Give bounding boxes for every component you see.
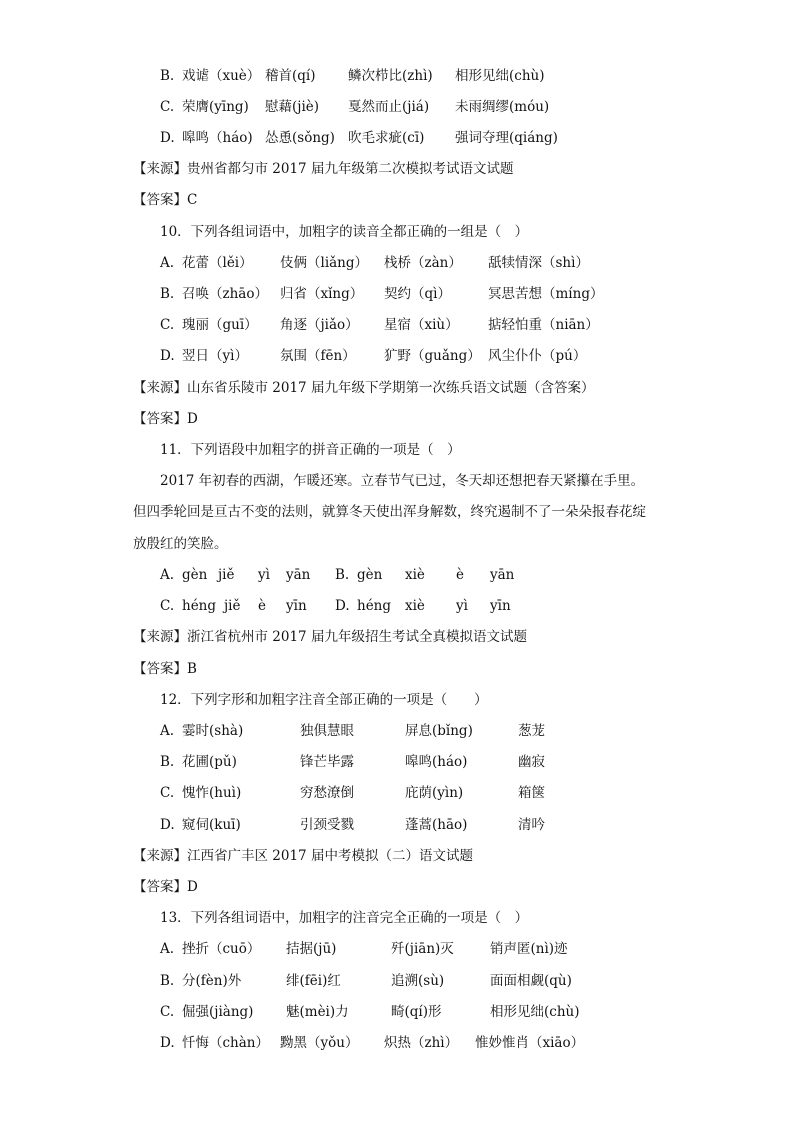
option-item: 惟妙惟肖（xiāo） (475, 1035, 585, 1051)
option-item: xiè (405, 598, 425, 614)
option-item: yì (456, 598, 468, 614)
option-item: 花蕾（lěi） (182, 255, 253, 271)
option-item: è (456, 567, 464, 583)
option-item: 伎俩（liǎng） (280, 255, 369, 271)
option-item: 栈桥（zàn） (384, 255, 462, 271)
q11-answer: 【答案】B (133, 661, 197, 677)
option-item: héng (357, 598, 392, 614)
option-label: A. (160, 941, 175, 957)
option-label: B. (160, 973, 175, 989)
option-item: 挫折（cuō） (182, 941, 261, 957)
option-item: héng (182, 598, 217, 614)
option-item: 掂轻怕重（niān） (488, 317, 599, 333)
option-item: yīn (490, 598, 511, 614)
option-label: D. (335, 598, 350, 614)
q9-answer: 【答案】C (133, 192, 198, 208)
option-item: 相形见绌(chù) (455, 68, 545, 84)
option-item: 锋芒毕露 (300, 754, 354, 770)
q10-option-a (160, 253, 760, 273)
option-item: gèn (182, 567, 208, 583)
q9-option-c (160, 97, 760, 117)
option-item: 蓬蒿(hāo) (405, 817, 468, 833)
option-label: B. (335, 567, 350, 583)
option-item: 怂恿(sǒng) (265, 130, 335, 146)
option-item: 销声匿(nì)迹 (490, 941, 568, 957)
option-item: 风尘仆仆（pú） (488, 348, 587, 364)
option-item: yīn (286, 598, 307, 614)
q10-option-b (160, 284, 760, 304)
option-item: 倔强(jiàng) (182, 1004, 254, 1020)
option-label: D. (160, 348, 175, 364)
q13-option-c (160, 1002, 760, 1022)
option-item: 戏谑（xuè） (182, 68, 261, 84)
option-item: 氛围（fēn） (280, 348, 356, 364)
option-item: 分(fèn)外 (182, 973, 242, 989)
option-item: 愧怍(huì) (182, 785, 242, 801)
option-item: 相形见绌(chù) (490, 1004, 580, 1020)
option-item: 慰藉(jiè) (265, 99, 320, 115)
option-item: 歼(jiān)灭 (391, 941, 454, 957)
option-item: 窥伺(kuī) (182, 817, 241, 833)
q11-options-ab (160, 565, 760, 585)
option-item: 瑰丽（guī） (182, 317, 258, 333)
option-item: 星宿（xiù） (384, 317, 459, 333)
option-item: 归省（xǐng） (280, 286, 364, 302)
q11-passage-line: 但四季轮回是亘古不变的法则，就算冬天使出浑身解数，终究遏制不了一朵朵报春花绽 (133, 504, 646, 520)
option-item: gèn (357, 567, 383, 583)
option-label: A. (160, 723, 175, 739)
option-item: jiě (224, 598, 241, 614)
option-item: 舐犊情深（shì） (488, 255, 589, 271)
q13-question: 13．下列各组词语中，加粗字的注音完全正确的一项是（ ） (160, 910, 529, 926)
option-item: 魅(mèi)力 (286, 1004, 349, 1020)
option-item: yān (286, 567, 311, 583)
option-label: C. (160, 785, 175, 801)
option-label: B. (160, 68, 175, 84)
option-item: 庇荫(yìn) (405, 785, 464, 801)
q13-option-b (160, 971, 760, 991)
q9-source: 【来源】贵州省都匀市 2017 届九年级第二次模拟考试语文试题 (133, 161, 514, 177)
option-item: è (258, 598, 266, 614)
option-item: 黝黑（yǒu） (280, 1035, 359, 1051)
q12-question: 12．下列字形和加粗字注音全部正确的一项是（ ） (160, 692, 488, 708)
q11-options-cd (160, 596, 760, 616)
q12-option-c (160, 783, 760, 803)
option-item: 吹毛求疵(cī) (348, 130, 425, 146)
option-item: 忏悔（chàn） (182, 1035, 269, 1051)
q12-option-b (160, 752, 760, 772)
option-label: D. (160, 817, 175, 833)
option-item: 鳞次栉比(zhì) (348, 68, 433, 84)
option-item: 箱箧 (518, 785, 545, 801)
option-item: 霎时(shà) (182, 723, 244, 739)
q12-option-d (160, 815, 760, 835)
q10-source: 【来源】山东省乐陵市 2017 届九年级下学期第一次练兵语文试题（含答案） (133, 380, 595, 396)
q12-answer: 【答案】D (133, 879, 198, 895)
option-item: 戛然而止(jiá) (348, 99, 430, 115)
option-item: 畸(qí)形 (391, 1004, 442, 1020)
option-item: xiè (405, 567, 425, 583)
option-item: 荣膺(yīng) (182, 99, 249, 115)
option-label: C. (160, 317, 175, 333)
q10-question: 10．下列各组词语中，加粗字的读音全都正确的一组是（ ） (160, 224, 529, 240)
option-item: 强词夺理(qiáng) (455, 130, 558, 146)
option-item: 召唤（zhāo） (182, 286, 268, 302)
option-label: C. (160, 1004, 175, 1020)
option-item: 未雨绸缪(móu) (455, 99, 550, 115)
option-item: yì (258, 567, 270, 583)
q13-option-a (160, 939, 760, 959)
option-item: yān (490, 567, 515, 583)
q12-option-a (160, 721, 760, 741)
q12-source: 【来源】江西省广丰区 2017 届中考模拟（二）语文试题 (133, 848, 473, 864)
option-item: 角逐（jiǎo） (280, 317, 359, 333)
option-item: 引颈受戮 (300, 817, 354, 833)
q11-passage-line: 放殷红的笑脸。 (133, 536, 228, 552)
option-item: 翌日（yì） (182, 348, 248, 364)
option-item: 炽热（zhì） (384, 1035, 459, 1051)
option-item: 契约（qì） (384, 286, 451, 302)
option-item: 嗥鸣(háo) (405, 754, 468, 770)
q10-option-c (160, 315, 760, 335)
q13-option-d (160, 1033, 760, 1053)
option-label: D. (160, 1035, 175, 1051)
option-item: 独俱慧眼 (300, 723, 354, 739)
q9-option-d (160, 128, 760, 148)
option-item: 清吟 (518, 817, 545, 833)
option-label: A. (160, 567, 175, 583)
option-label: C. (160, 598, 175, 614)
option-item: 绯(fēi)红 (286, 973, 341, 989)
q9-option-b (160, 66, 760, 86)
option-item: 屏息(bǐng) (405, 723, 473, 739)
q11-source: 【来源】浙江省杭州市 2017 届九年级招生考试全真模拟语文试题 (133, 629, 527, 645)
option-label: B. (160, 286, 175, 302)
option-item: 追溯(sù) (391, 973, 445, 989)
option-label: D. (160, 130, 175, 146)
option-item: 冥思苦想（míng） (488, 286, 604, 302)
option-label: B. (160, 754, 175, 770)
q10-option-d (160, 346, 760, 366)
option-item: 穷愁潦倒 (300, 785, 354, 801)
option-item: 面面相觑(qù) (490, 973, 572, 989)
q10-answer: 【答案】D (133, 411, 198, 427)
option-label: A. (160, 255, 175, 271)
option-item: 稽首(qí) (265, 68, 316, 84)
q11-passage-line: 2017 年初春的西湖，乍暖还寒。立春节气已过，冬天却还想把春天紧攥在手里。 (160, 473, 645, 489)
q11-question: 11．下列语段中加粗字的拼音正确的一项是（ ） (160, 442, 461, 458)
option-item: jiě (218, 567, 235, 583)
option-item: 幽寂 (518, 754, 545, 770)
option-item: 拮据(jū) (286, 941, 337, 957)
option-item: 葱茏 (518, 723, 545, 739)
option-label: C. (160, 99, 175, 115)
option-item: 嗥鸣（háo) (182, 130, 253, 146)
option-item: 犷野（guǎng） (384, 348, 481, 364)
option-item: 花圃(pǔ) (182, 754, 237, 770)
